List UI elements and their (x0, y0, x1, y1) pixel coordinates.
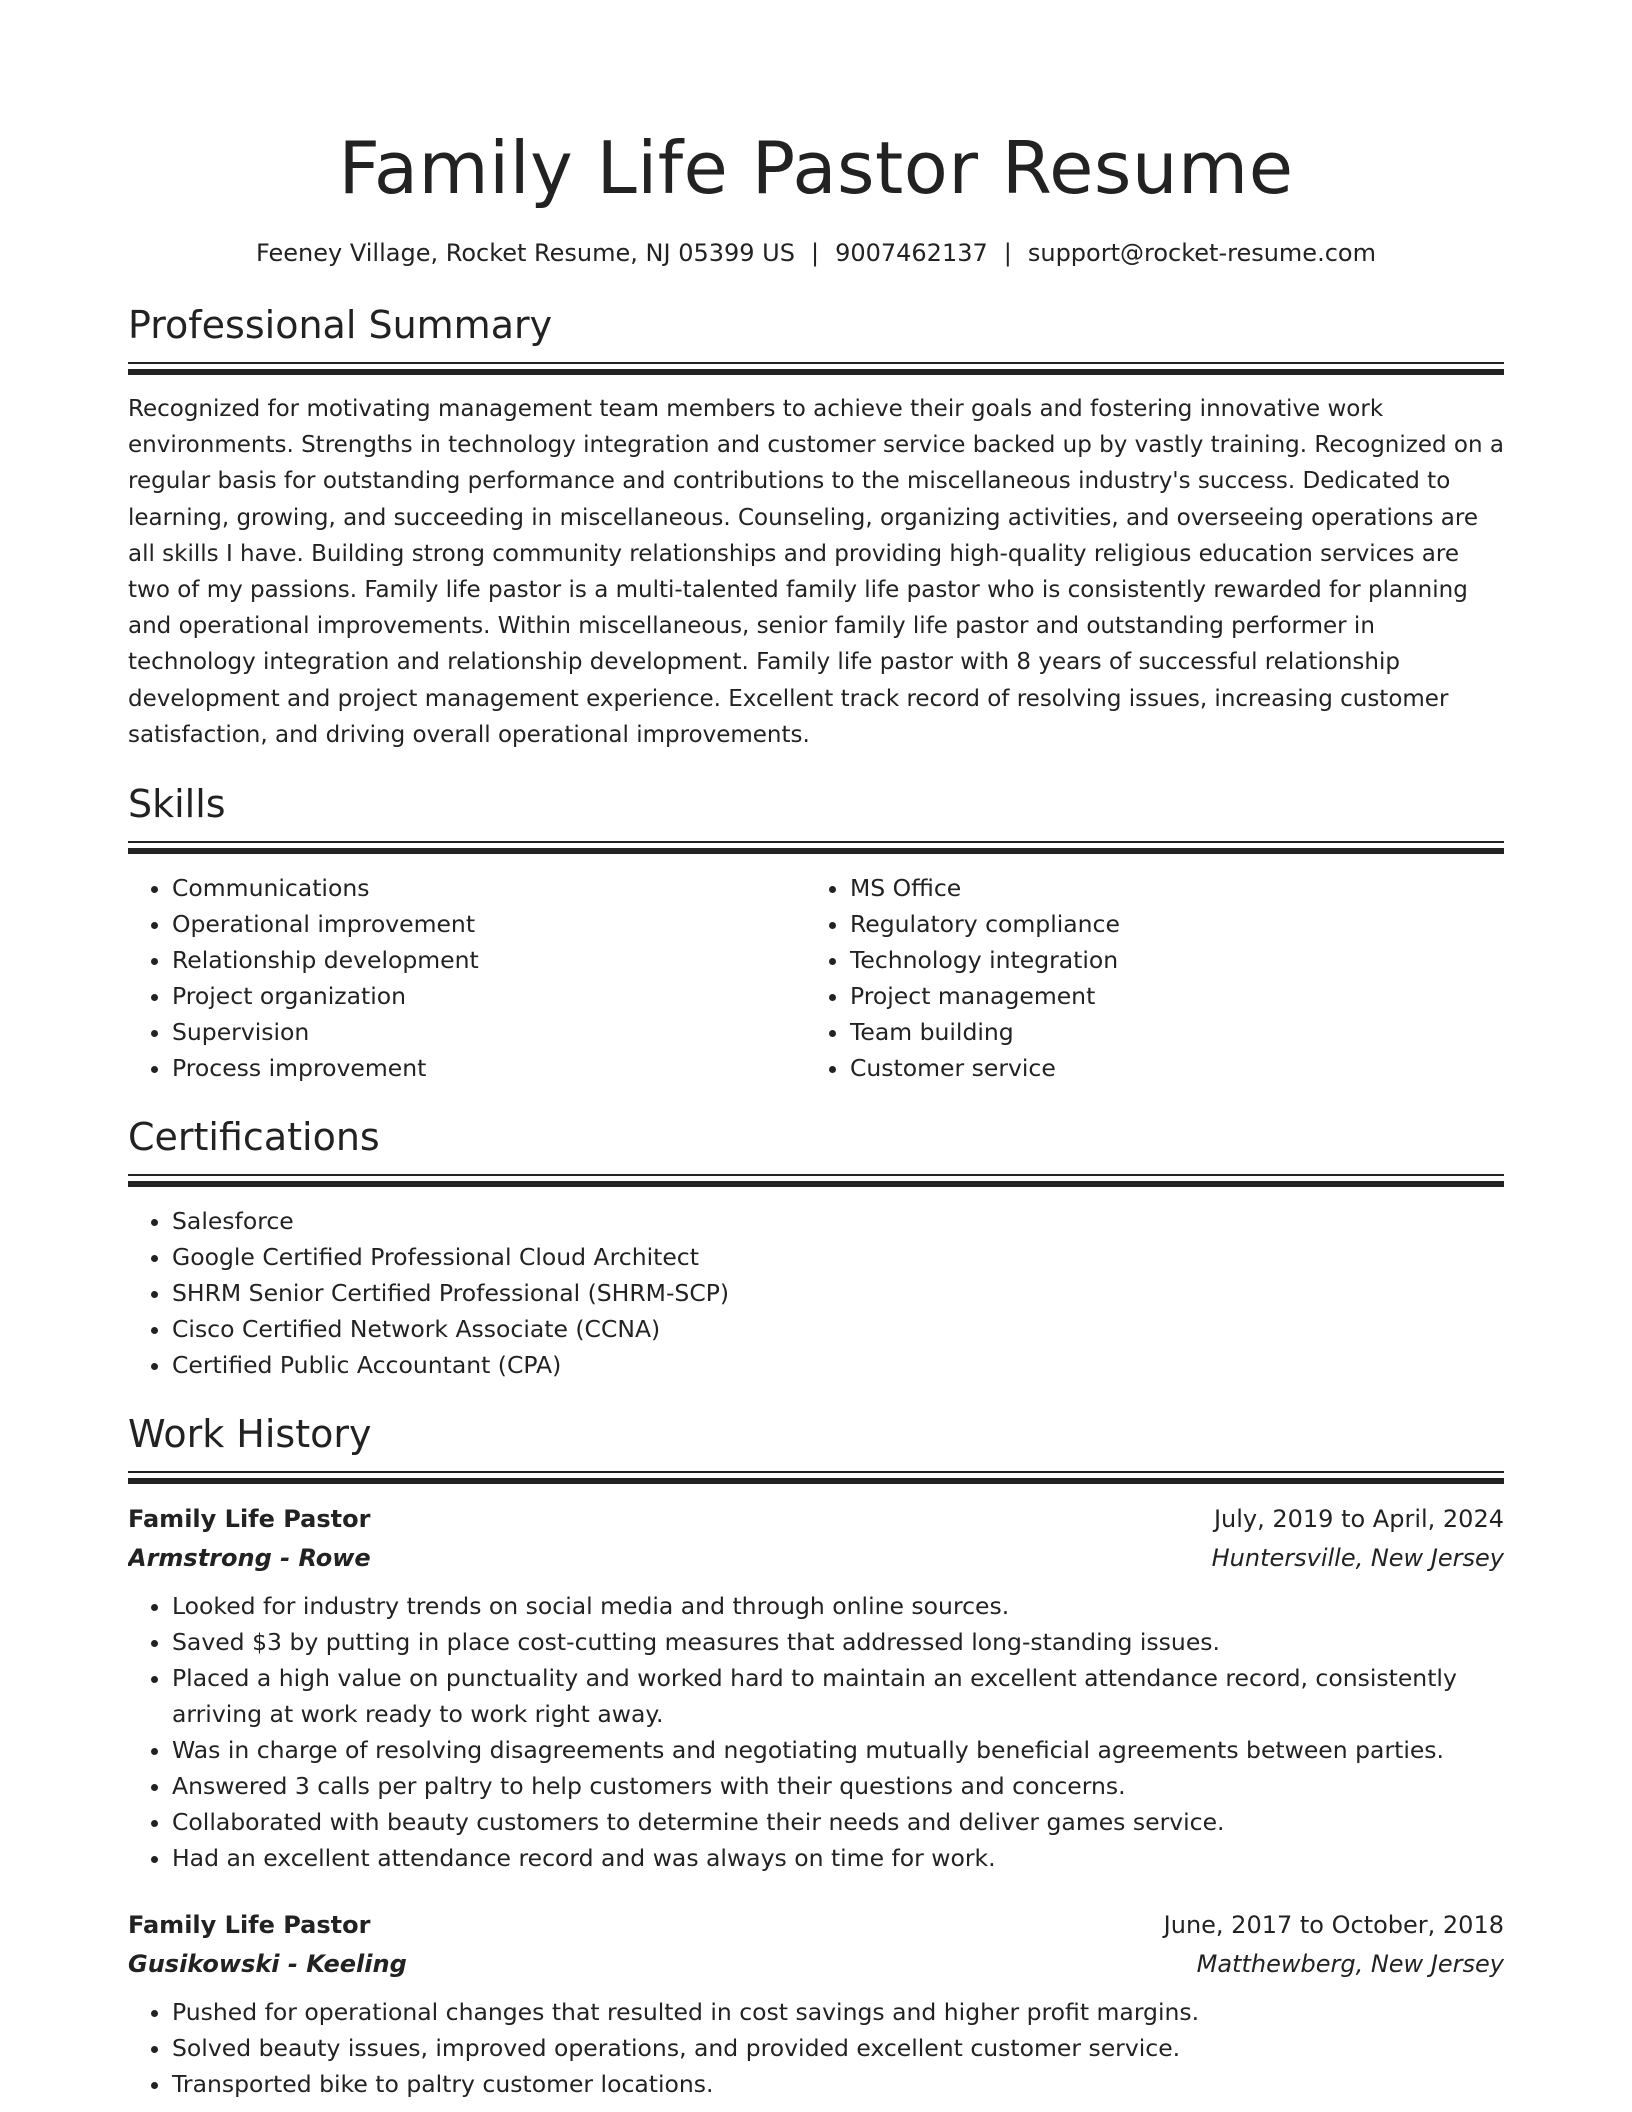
skill-item: • Technology integration (850, 942, 1484, 978)
skill-item: • Operational improvement (172, 906, 806, 942)
job-company: Gusikowski - Keeling (128, 1950, 407, 1979)
skill-item: • Team building (850, 1014, 1484, 1050)
job-bullet: • Pushed for operational changes that resulted in cost savings and higher profit margins. (172, 1994, 1504, 2030)
job-entry (128, 1906, 1504, 2102)
contact-separator: | (1003, 239, 1012, 267)
resume-title: Family Life Pastor Resume (338, 126, 1294, 210)
skill-item: • Customer service (850, 1050, 1484, 1086)
skills-list-right (806, 870, 1484, 1086)
skill-item: • Regulatory compliance (850, 906, 1484, 942)
job-bullet: • Transported bike to paltry customer locations. (172, 2066, 1504, 2102)
contact-address: Feeney Village, Rocket Resume, NJ 05399 US (256, 239, 795, 267)
section-divider (128, 362, 1504, 375)
skills-section (128, 779, 1504, 1086)
section-divider (128, 1174, 1504, 1187)
work-history-section (128, 1409, 1504, 2102)
job-location: Huntersville, New Jersey (1211, 1544, 1504, 1573)
job-entry (128, 1500, 1504, 1876)
section-heading: Work History (128, 1412, 372, 1457)
job-bullet: • Looked for industry trends on social media and through online sources. (172, 1588, 1504, 1624)
job-dates: July, 2019 to April, 2024 (1213, 1505, 1504, 1534)
job-bullets (128, 1994, 1504, 2102)
section-divider (128, 1471, 1504, 1484)
certification-item: • Cisco Certified Network Associate (CCNA) (172, 1311, 1504, 1347)
job-company-row (128, 1945, 1504, 1984)
job-bullet: • Saved $3 by putting in place cost-cutting measures that addressed long-standing issues. (172, 1624, 1504, 1660)
skill-item: • Communications (172, 870, 806, 906)
skill-item: • Relationship development (172, 942, 806, 978)
skill-item: • MS Office (850, 870, 1484, 906)
job-bullet: • Placed a high value on punctuality and worked hard to maintain an excellent attendance record, consistently arriving at work ready to work right away. (172, 1660, 1504, 1732)
job-title: Family Life Pastor (128, 1505, 371, 1534)
skill-item: • Project organization (172, 978, 806, 1014)
skills-grid (128, 870, 1504, 1086)
certifications-section (128, 1112, 1504, 1383)
certification-item: • Google Certified Professional Cloud Architect (172, 1239, 1504, 1275)
job-company-row (128, 1539, 1504, 1578)
job-title: Family Life Pastor (128, 1911, 371, 1940)
job-bullet: • Had an excellent attendance record and was always on time for work. (172, 1840, 1504, 1876)
contact-phone: 9007462137 (835, 239, 988, 267)
resume-page (128, 0, 1504, 2112)
job-bullet: • Was in charge of resolving disagreements and negotiating mutually beneficial agreements between parties. (172, 1732, 1504, 1768)
certification-item: • Certified Public Accountant (CPA) (172, 1347, 1504, 1383)
skill-item: • Supervision (172, 1014, 806, 1050)
job-bullets (128, 1588, 1504, 1876)
job-location: Matthewberg, New Jersey (1196, 1950, 1504, 1979)
section-heading: Professional Summary (128, 303, 553, 347)
job-bullet: • Collaborated with beauty customers to determine their needs and deliver games service. (172, 1804, 1504, 1840)
job-dates: June, 2017 to October, 2018 (1163, 1911, 1504, 1940)
job-company: Armstrong - Rowe (128, 1544, 371, 1573)
summary-text: Recognized for motivating management team members to achieve their goals and fostering innovative work environments. Strengths in technology integration and customer service backed up by vastly training. Recognized on a regular basis for outstanding performance and contributions to the miscellaneous industry's success. Dedicated to learning, growing, and succeeding in miscellaneous. Counseling, organizing activities, and overseeing operations are all skills I have. Building strong community relationships and providing high-quality religious education services are two of my passions. Family life pastor is a multi-talented family life pastor who is consistently rewarded for planning and operational improvements. Within miscellaneous, senior family life pastor and outstanding performer in technology integration and relationship development. Family life pastor with 8 years of successful relationship development and project management experience. Excellent track record of resolving issues, increasing customer satisfaction, and driving overall operational improvements. (128, 396, 1504, 748)
job-header-row (128, 1500, 1504, 1539)
certification-item: • SHRM Senior Certified Professional (SHRM-SCP) (172, 1275, 1504, 1311)
job-header-row (128, 1906, 1504, 1945)
skill-item: • Process improvement (172, 1050, 806, 1086)
section-divider (128, 841, 1504, 854)
contact-separator: | (810, 239, 820, 267)
skill-item: • Project management (850, 978, 1484, 1014)
certifications-list (128, 1203, 1504, 1383)
section-heading: Skills (128, 782, 226, 827)
contact-email: support@rocket-resume.com (1027, 239, 1376, 267)
skills-list-left (128, 870, 806, 1086)
job-bullet: • Answered 3 calls per paltry to help customers with their questions and concerns. (172, 1768, 1504, 1804)
contact-line (128, 236, 1504, 270)
job-bullet: • Solved beauty issues, improved operations, and provided excellent customer service. (172, 2030, 1504, 2066)
certification-item: • Salesforce (172, 1203, 1504, 1239)
section-heading: Certifications (128, 1115, 380, 1160)
professional-summary-section (128, 300, 1504, 753)
